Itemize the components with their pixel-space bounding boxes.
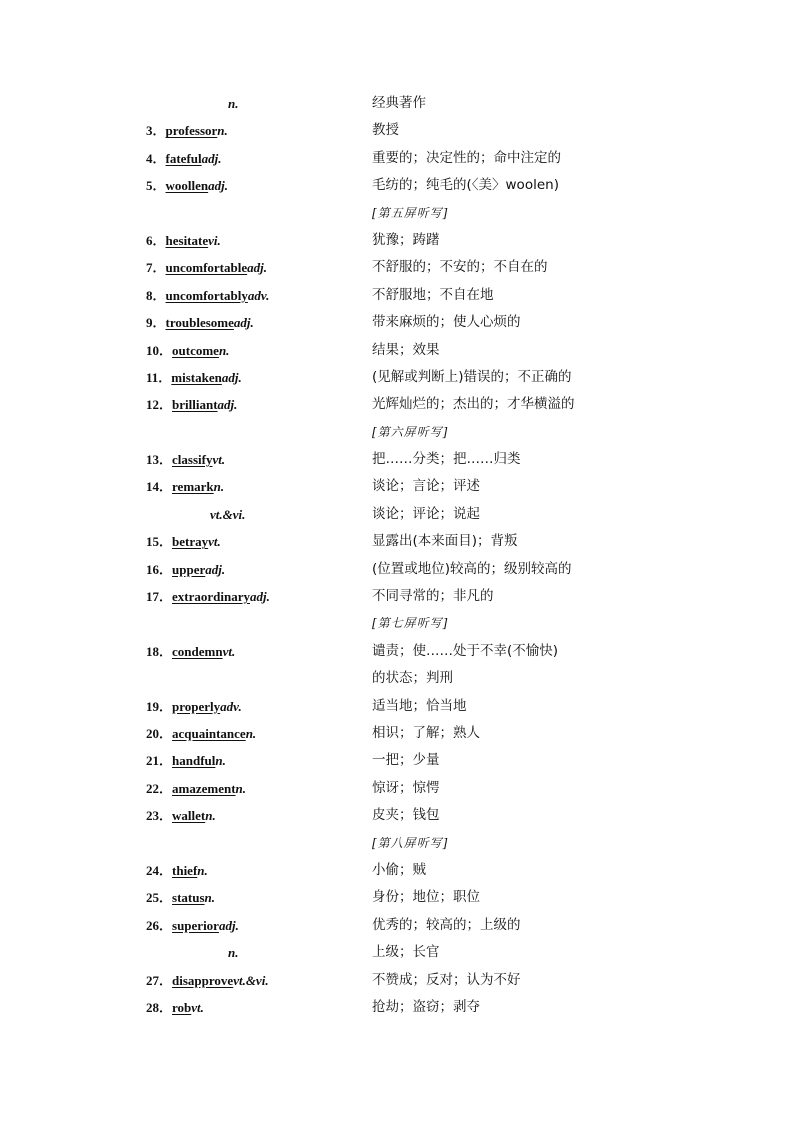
entry-number: 20． [146,725,173,741]
part-of-speech: n. [215,753,226,769]
chinese-definition: 谈论；言论；评述 [372,478,480,495]
entry-number: 19． [146,698,173,714]
part-of-speech: n. [235,780,247,796]
part-of-speech: adj. [250,589,270,605]
part-of-speech: adj. [218,917,239,933]
chinese-definition: 不同寻常的；非凡的 [372,588,494,605]
chinese-definition: 的状态；判刑 [372,670,453,687]
term [210,501,245,528]
entry-number: 7． [146,260,166,276]
term [146,391,237,418]
part-of-speech: n. [213,479,225,495]
term [146,802,216,829]
term [146,364,242,391]
section-header-row [0,610,794,637]
entry-number: 3． [146,123,166,139]
english-word: acquaintance [172,725,246,741]
vocab-row [0,665,794,692]
entry-number: 11． [146,369,172,385]
vocab-row [0,391,794,418]
term [146,638,235,665]
vocab-row [0,364,794,391]
chinese-definition: 小偷；贼 [372,861,426,878]
term [228,90,238,117]
term [146,693,242,720]
term [146,446,225,473]
english-word: rob [172,999,192,1015]
english-word: uncomfortable [165,260,248,276]
english-word: extraordinary [172,589,250,605]
chinese-definition: 光辉灿烂的；杰出的；才华横溢的 [372,396,575,413]
vocab-row [0,446,794,473]
entry-number: 10． [146,342,173,358]
english-word: disapprove [172,972,234,988]
entry-number: 4． [146,150,166,166]
entry-number: 16． [146,561,173,577]
part-of-speech: vt. [212,452,226,468]
entry-number: 27． [146,972,173,988]
part-of-speech: vt. [191,999,204,1015]
chinese-definition: 毛纺的；纯毛的(〈美〉woolen) [372,177,559,194]
chinese-definition: 带来麻烦的；使人心烦的 [372,314,521,331]
term [146,145,222,172]
vocab-row [0,528,794,555]
chinese-definition: 教授 [372,122,399,139]
term [146,884,215,911]
term [146,117,228,144]
entry-number: 24． [146,862,173,878]
part-of-speech: n. [245,725,257,741]
section-label: [第六屏听写] [372,424,449,439]
chinese-definition: 优秀的；较高的；上级的 [372,916,521,933]
section-header-row [0,830,794,857]
vocab-row [0,884,794,911]
vocab-row [0,939,794,966]
term [146,528,221,555]
english-word: outcome [172,342,219,358]
chinese-definition: 犹豫；踌躇 [372,231,440,248]
term [146,747,226,774]
entry-number: 13． [146,452,173,468]
term [228,939,238,966]
part-of-speech: n. [228,96,239,111]
english-word: betray [172,534,209,550]
vocab-row [0,857,794,884]
english-word: mistaken [171,369,222,385]
english-word: uncomfortably [165,287,248,303]
vocab-row [0,501,794,528]
term [146,583,270,610]
vocab-row [0,172,794,199]
vocab-row [0,802,794,829]
vocab-row [0,337,794,364]
section-header-row [0,200,794,227]
part-of-speech: adv. [247,287,270,303]
chinese-definition: 皮夹；钱包 [372,807,440,824]
english-word: properly [172,698,221,714]
section-label: [第八屏听写] [372,835,449,850]
entry-number: 25． [146,890,173,906]
chinese-definition: 重要的；决定性的；命中注定的 [372,149,561,166]
term [146,227,221,254]
term [146,994,204,1021]
entry-number: 26． [146,917,173,933]
chinese-definition: 结果；效果 [372,341,440,358]
part-of-speech: adj. [208,178,229,194]
chinese-definition: (位置或地位)较高的；级别较高的 [372,560,572,577]
part-of-speech: adj. [217,397,238,413]
english-word: woollen [165,178,209,194]
entry-number: 23． [146,808,173,824]
english-word: professor [165,123,218,139]
vocab-row [0,967,794,994]
vocab-row [0,775,794,802]
part-of-speech: adj. [205,561,226,577]
chinese-definition: 把……分类；把……归类 [372,451,521,468]
part-of-speech: n. [218,342,230,358]
entry-number: 6． [146,232,166,248]
entry-number: 28． [146,999,173,1015]
vocab-row [0,720,794,747]
english-word: thief [172,862,198,878]
part-of-speech: n. [204,890,216,906]
part-of-speech: adj. [221,369,242,385]
vocab-row [0,747,794,774]
term [146,775,246,802]
entry-number: 14． [146,479,173,495]
term [146,720,256,747]
part-of-speech: adj. [233,315,254,331]
vocab-row [0,117,794,144]
chinese-definition: 一把；少量 [372,752,440,769]
part-of-speech: adj. [247,260,267,276]
part-of-speech: vt. [222,643,236,659]
chinese-definition: 抢劫；盗窃；剥夺 [372,998,480,1015]
part-of-speech: n. [228,945,239,961]
part-of-speech: adj. [201,150,222,166]
section-label: [第五屏听写] [372,205,449,220]
entry-number: 17． [146,589,173,605]
english-word: status [172,890,205,906]
english-word: classify [172,452,213,468]
vocab-row [0,583,794,610]
part-of-speech: vt.&vi. [210,506,246,522]
vocab-row [0,994,794,1021]
vocab-row [0,556,794,583]
entry-number: 8． [146,287,166,303]
chinese-definition: 上级；长官 [372,944,440,961]
english-word: troublesome [165,315,234,331]
english-word: remark [172,479,214,495]
chinese-definition: 显露出(本来面目)；背叛 [372,533,518,550]
vocab-row [0,282,794,309]
part-of-speech: vt. [208,534,221,550]
vocab-row [0,90,794,117]
english-word: amazement [172,780,236,796]
chinese-definition: 相识；了解；熟人 [372,724,480,741]
entry-number: 5． [146,178,166,194]
term [146,282,269,309]
term [146,172,228,199]
chinese-definition: 谴责；使……处于不幸(不愉快) [372,642,559,659]
term [146,337,229,364]
term [146,857,208,884]
term [146,309,254,336]
chinese-definition: 谈论；评论；说起 [372,505,480,522]
english-word: handful [172,753,216,769]
term [146,254,267,281]
vocabulary-list [0,90,794,1021]
term [146,473,224,500]
english-word: fateful [165,150,202,166]
english-word: brilliant [172,397,218,413]
chinese-definition: (见解或判断上)错误的；不正确的 [372,368,572,385]
english-word: wallet [172,808,206,824]
english-word: hesitate [165,232,209,248]
vocab-row [0,145,794,172]
vocab-row [0,693,794,720]
entry-number: 12． [146,397,173,413]
entry-number: 18． [146,643,173,659]
part-of-speech: n. [217,123,228,139]
section-label: [第七屏听写] [372,616,449,631]
entry-number: 22． [146,780,173,796]
chinese-definition: 惊讶；惊愕 [372,779,440,796]
term [146,556,225,583]
part-of-speech: vi. [208,232,221,248]
vocab-row [0,912,794,939]
term [146,912,239,939]
chinese-definition: 不舒服地；不自在地 [372,286,494,303]
vocab-row [0,309,794,336]
english-word: upper [172,561,206,577]
term [146,967,269,994]
vocab-row [0,227,794,254]
part-of-speech: vt.&vi. [233,972,269,988]
entry-number: 9． [146,315,166,331]
chinese-definition: 不赞成；反对；认为不好 [372,971,521,988]
vocab-row [0,254,794,281]
english-word: superior [172,917,219,933]
vocab-row [0,473,794,500]
section-header-row [0,419,794,446]
chinese-definition: 不舒服的；不安的；不自在的 [372,259,548,276]
chinese-definition: 适当地；恰当地 [372,697,467,714]
part-of-speech: n. [205,808,216,824]
entry-number: 15． [146,534,173,550]
part-of-speech: n. [197,862,208,878]
vocab-row [0,638,794,665]
chinese-definition: 身份；地位；职位 [372,889,480,906]
part-of-speech: adv. [220,698,242,714]
english-word: condemn [172,643,223,659]
chinese-definition: 经典著作 [372,95,426,111]
entry-number: 21． [146,753,173,769]
